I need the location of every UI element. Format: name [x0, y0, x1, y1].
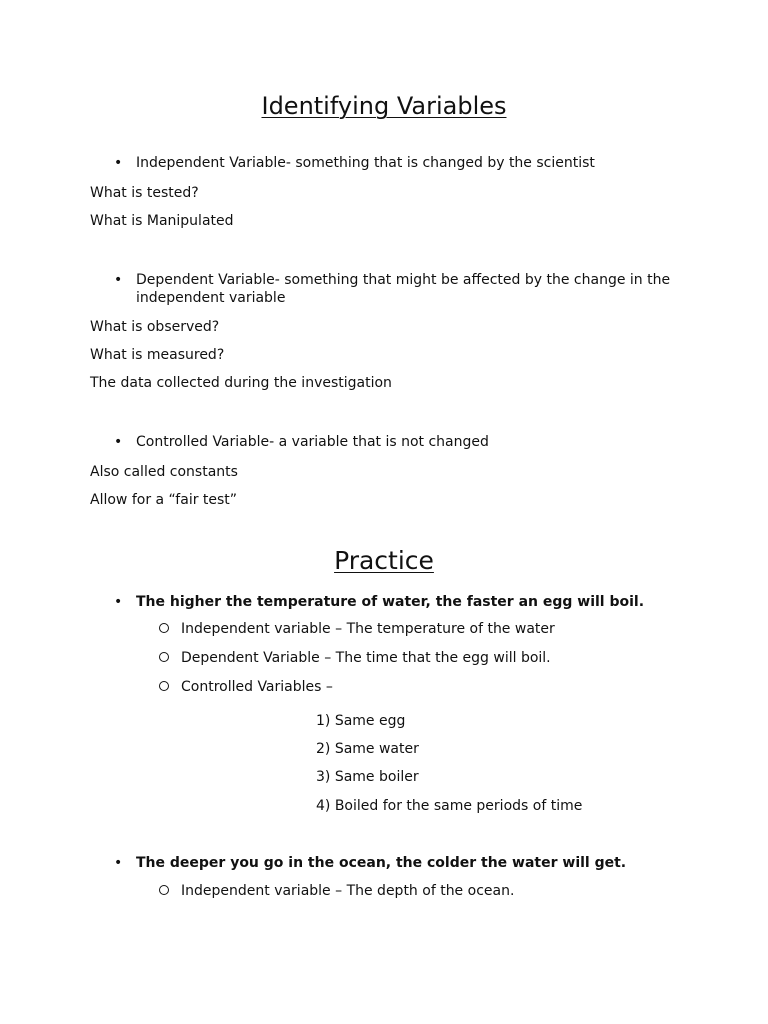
independent-variable-bullet [114, 154, 595, 172]
controlled-list-item: 1) Same egg [316, 713, 406, 729]
practice-subitem-text: Independent variable – The temperature of the water [181, 621, 555, 637]
circle-bullet-icon [159, 623, 169, 633]
bullet-dot: • [114, 855, 123, 871]
practice-subitem-text: Independent variable – The depth of the ocean. [181, 883, 515, 899]
practice-statement: The deeper you go in the ocean, the colder the water will get. [136, 855, 627, 871]
practice-subitem-text: Dependent Variable – The time that the egg will boil. [181, 650, 551, 666]
practice-heading: Practice [334, 546, 434, 575]
dependent-note: What is observed? [90, 319, 220, 335]
controlled-variable-definition: Controlled Variable- a variable that is not changed [136, 434, 489, 450]
bullet-dot: • [114, 155, 123, 171]
dependent-variable-bullet [114, 271, 696, 307]
controlled-variable-bullet [114, 433, 489, 451]
practice-example-2 [114, 854, 627, 872]
independent-note: What is Manipulated [90, 213, 234, 229]
dependent-variable-definition-line: Dependent Variable- something that might be affected by the change in the [136, 272, 671, 288]
bullet-dot: • [114, 594, 123, 610]
practice-subitem [181, 678, 333, 696]
independent-variable-definition: Independent Variable- something that is changed by the scientist [136, 155, 595, 171]
practice-subitem [181, 649, 551, 667]
practice-subitem [181, 620, 555, 638]
independent-note: What is tested? [90, 185, 199, 201]
bullet-dot: • [114, 434, 123, 450]
practice-example-1 [114, 593, 645, 611]
practice-subitem [181, 882, 514, 900]
circle-bullet-icon [159, 681, 169, 691]
practice-statement: The higher the temperature of water, the faster an egg will boil. [136, 594, 645, 610]
controlled-note: Allow for a “fair test” [90, 492, 238, 508]
dependent-note: What is measured? [90, 347, 225, 363]
page-title: Identifying Variables [261, 92, 507, 120]
practice-subitem-text: Controlled Variables – [181, 679, 333, 695]
controlled-list-item: 4) Boiled for the same periods of time [316, 798, 583, 814]
dependent-note: The data collected during the investigation [90, 375, 392, 391]
circle-bullet-icon [159, 885, 169, 895]
circle-bullet-icon [159, 652, 169, 662]
bullet-dot: • [114, 272, 123, 288]
dependent-variable-definition-line: independent variable [136, 290, 286, 306]
controlled-note: Also called constants [90, 464, 238, 480]
controlled-list-item: 2) Same water [316, 741, 419, 757]
controlled-list-item: 3) Same boiler [316, 769, 419, 785]
